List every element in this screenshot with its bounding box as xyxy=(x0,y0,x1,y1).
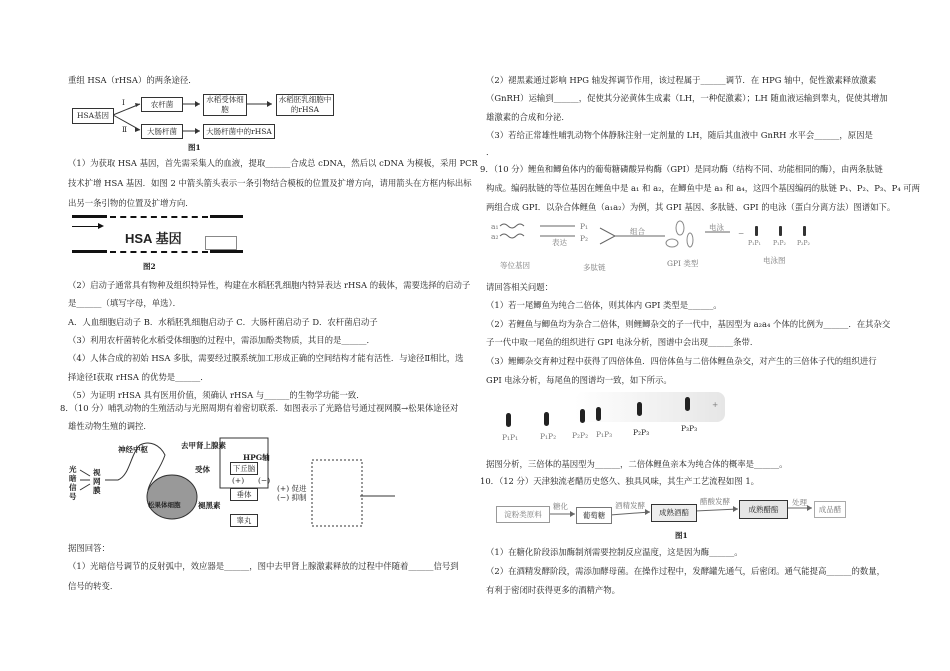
text-line: （2）褪黑素通过影响 HPG 轴发挥调节作用，该过程属于______调节．在 HPG 轴中，促性激素释放激素 xyxy=(486,75,877,85)
text-line: （GnRH）运输到______，促使其分泌黄体生成素（LH，一种促激素）；LH 随血液运输到睾丸，促使其增加 xyxy=(486,93,888,103)
text-line: 据图分析，三倍体的基因型为______，二倍体鲤鱼亲本为纯合体的概率是______。 xyxy=(486,459,788,469)
text-line: （2）启动子通常具有物种及组织特异性，构建在水稻胚乳细胞内特异表达 rHSA 的载体，需要选择的启动子 xyxy=(68,280,471,290)
route-2-label: Ⅱ xyxy=(122,125,128,134)
text-line: ． xyxy=(486,147,495,157)
testis-box: 睾丸 xyxy=(230,514,258,527)
inhibit-sign: (−) xyxy=(258,476,271,485)
text-line: 雄激素的合成和分泌． xyxy=(486,112,570,122)
figure-10-caption: 图1 xyxy=(675,531,688,540)
pineal-cell-label: 松果体细胞 xyxy=(148,501,181,509)
text-line: 构成。编码肽链的等位基因在鲤鱼中是 a₁ 和 a₂，在鲫鱼中是 a₃ 和 a₄，这四个基因编码的肽链 P₁、P₂、P₃、P₄ 可两 xyxy=(486,183,921,193)
peptide-p1-label: P₁ xyxy=(580,222,589,231)
question-10-heading: 10．（12 分）天津独流老醋历史悠久、独具风味，其生产工艺流程如图 1。 xyxy=(480,476,760,486)
cathode-sign: − xyxy=(738,229,745,238)
gel-lane-label: P₂P₂ xyxy=(572,431,589,440)
text-line: 出另一条引物的位置及扩增方向． xyxy=(68,198,194,208)
text-line: （2）若鲤鱼与鲫鱼均为杂合二倍体，则鲤鲫杂交的子一代中，基因型为 a₂a₄ 个体的比例为______．在其杂交 xyxy=(486,319,891,329)
allele-caption: 等位基因 xyxy=(500,261,530,270)
legend-inhibit: (−) 抑制 xyxy=(277,493,307,502)
gel-lane-label: P₁P₁ xyxy=(502,433,519,442)
text-line: （3）鲤鲫杂交育种过程中获得了四倍体鱼．四倍体鱼与二倍体鲤鱼杂交，对产生的三倍体子代的组织进行 xyxy=(486,356,877,366)
text-line: 是______（填写字母，单选）． xyxy=(68,298,182,308)
ecoli-rhsa-box: 大肠杆菌中的rHSA xyxy=(203,124,275,139)
peptide-caption: 多肽链 xyxy=(583,263,606,272)
anode-sign: + xyxy=(712,400,719,409)
gel-lane-label: P₁P₃ xyxy=(596,430,613,439)
flow-label-alcohol-fermentation: 酒精发酵 xyxy=(615,501,645,510)
allele-a1-label: a₁ xyxy=(491,222,499,231)
gel-lane-label: P₁P₁ xyxy=(748,240,761,247)
gel-lane-label: P₃P₃ xyxy=(681,424,698,433)
flow-step-mature-vinegar-mash: 成熟醋醅 xyxy=(739,500,788,519)
text-line: （5）为证明 rHSA 具有医用价值，须确认 rHSA 与______的生物学功能一致． xyxy=(68,390,365,400)
gel-lane-label: P₁P₂ xyxy=(773,240,786,247)
pituitary-box: 垂体 xyxy=(230,488,258,501)
text-line: （1）若一尾鲫鱼为纯合二倍体，则其体内 GPI 类型是______。 xyxy=(486,300,722,310)
rice-receptor-cell-box: 水稻受体细胞 xyxy=(203,94,247,116)
combine-label: 组合 xyxy=(630,227,645,236)
hypothalamus-box: 下丘脑 xyxy=(230,462,258,475)
express-label: 表达 xyxy=(552,238,567,247)
figure-2-caption: 图2 xyxy=(143,262,156,271)
melatonin-label: 褪黑素 xyxy=(198,501,221,510)
peptide-p2-label: P₂ xyxy=(580,234,589,243)
question-8-heading: 8．（10 分）哺乳动物的生殖活动与光照周期有着密切联系．如图表示了光路信号通过视网膜→松果体途径对 xyxy=(60,403,459,413)
retina-label: 视网膜 xyxy=(93,468,101,495)
legend-promote: (+) 促进 xyxy=(277,484,307,493)
text-line: （1）光暗信号调节的反射弧中，效应器是______，图中去甲肾上腺激素释放的过程中伴随着______信号到 xyxy=(68,561,459,571)
promote-sign: (+) xyxy=(232,476,245,485)
hpg-axis-label: HPG轴 xyxy=(243,453,270,462)
text-line: 信号的转变． xyxy=(68,581,119,591)
neural-center-label: 神经中枢 xyxy=(118,445,148,454)
flow-label-processing: 处理 xyxy=(792,498,807,507)
gpi-type-caption: GPI 类型 xyxy=(667,259,699,268)
text-line: 重组 HSA（rHSA）的两条途径． xyxy=(68,75,197,85)
text-line: （1）为获取 HSA 基因，首先需采集人的血液，提取______合成总 cDNA，然后以 cDNA 为模板，采用 PCR xyxy=(68,158,478,168)
gel-lane-label: P₁P₂ xyxy=(540,432,557,441)
text-line: 请回答相关问题： xyxy=(486,282,553,292)
text-line: （1）在糖化阶段添加酶制剂需要控制反应温度，这是因为酶______。 xyxy=(486,547,743,557)
hsa-gene-label: HSA 基因 xyxy=(125,231,182,246)
flow-step-glucose: 葡萄糖 xyxy=(576,507,612,524)
electrophoresis-label: 电泳 xyxy=(709,223,724,232)
figure-1-caption: 图1 xyxy=(188,143,201,152)
flow-step-raw-material: 淀粉类原料 xyxy=(496,506,550,523)
text-line: （3）利用农杆菌转化水稻受体细胞的过程中，需添加酚类物质，其目的是______． xyxy=(68,335,375,345)
text-line: 两组合成 GPI．以杂合体鲤鱼（a₁a₂）为例，其 GPI 基因、多肽链、GPI 的电泳（蛋白分离方法）图谱如下。 xyxy=(486,202,896,212)
text-line: （3）若给正常雄性哺乳动物个体静脉注射一定剂量的 LH，随后其血液中 GnRH 水平会______，原因是 xyxy=(486,130,873,140)
flow-label-acetic-fermentation: 醋酸发酵 xyxy=(700,497,730,506)
flow-label-saccharification: 糖化 xyxy=(553,502,568,511)
options-line: A．人血细胞启动子 B．水稻胚乳细胞启动子 C．大肠杆菌启动子 D．农杆菌启动子 xyxy=(68,317,378,327)
agrobacterium-box: 农杆菌 xyxy=(141,97,183,112)
text-line: GPI 电泳分析，每尾鱼的图谱均一致，如下所示。 xyxy=(486,375,672,385)
text-line: 技术扩增 HSA 基因．如图 2 中箭头箭头表示一条引物结合模板的位置及扩增方向，请用箭头在方框内标出标 xyxy=(68,178,472,188)
flow-step-mature-wine-mash: 成熟酒醅 xyxy=(651,504,697,522)
text-line: （4）人体合成的初始 HSA 多肽，需要经过膜系统加工形成正确的空间结构才能有活性．与途径Ⅱ相比，选 xyxy=(68,353,464,363)
allele-a2-label: a₂ xyxy=(491,232,499,241)
rice-endosperm-rhsa-box: 水稻胚乳细胞中的rHSA xyxy=(276,94,334,116)
route-1-label: Ⅰ xyxy=(122,98,125,107)
hsa-gene-box: HSA基因 xyxy=(72,108,114,124)
gel-lane-label: P₂P₃ xyxy=(633,428,650,437)
norepinephrine-label: 去甲肾上腺素 xyxy=(181,441,226,450)
question-9-heading: 9．（10 分）鲤鱼和鲫鱼体内的葡萄糖磷酸异构酶（GPI）是同功酶（结构不同、功能相同的酶），由两条肽链 xyxy=(480,164,883,174)
text-line: 雄性动物生殖的调控． xyxy=(68,421,152,431)
light-signal-label: 光暗信号 xyxy=(69,465,77,501)
flow-step-finished-vinegar: 成品醋 xyxy=(814,501,846,518)
text-line: 子一代中取一尾鱼的组织进行 GPI 电泳分析，图谱中会出现______条带． xyxy=(486,337,759,347)
text-line: 有利于密闭时获得更多的酒精产物。 xyxy=(486,585,620,595)
text-line: 据图回答： xyxy=(68,543,110,553)
gel-lane-label: P₂P₂ xyxy=(797,240,810,247)
gel-caption: 电泳图 xyxy=(763,256,786,265)
receptor-label: 受体 xyxy=(195,465,210,474)
ecoli-box: 大肠杆菌 xyxy=(141,124,183,139)
text-line: 择途径Ⅰ获取 rHSA 的优势是______． xyxy=(68,372,209,382)
text-line: （2）在酒精发酵阶段，需添加酵母菌。在操作过程中，发酵罐先通气，后密闭。通气能提高______的数量， xyxy=(486,566,885,576)
